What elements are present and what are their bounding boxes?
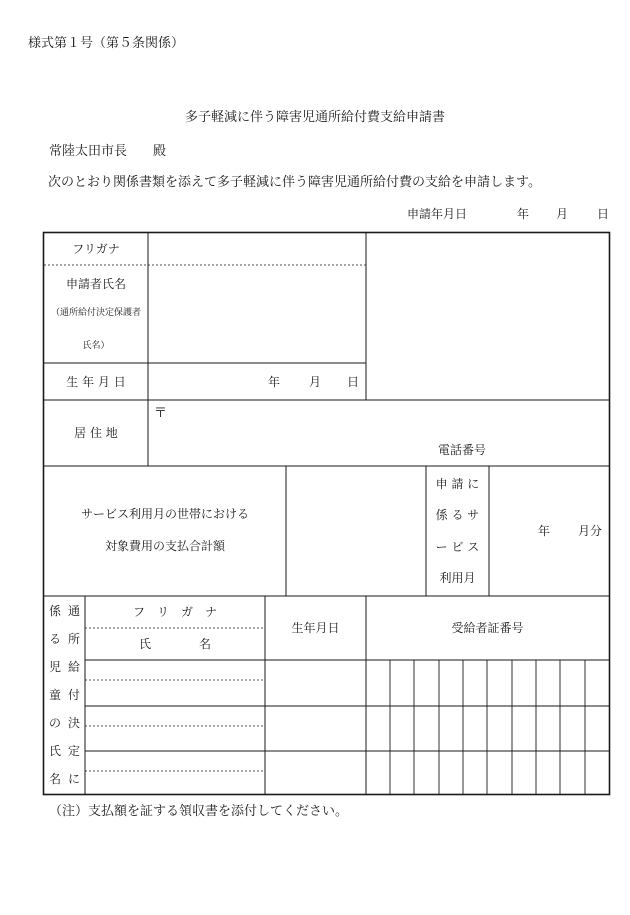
- service-month-suffix: 月分: [578, 524, 603, 538]
- child-1-furigana-field[interactable]: [85, 660, 265, 680]
- side-char: 童: [48, 688, 61, 702]
- child-1-birth-date-field[interactable]: [265, 660, 366, 706]
- applicant-photo-area: [366, 233, 609, 400]
- child-3-birth-date-field[interactable]: [265, 751, 366, 794]
- side-char: 定: [67, 744, 80, 758]
- side-char: 児: [48, 660, 61, 674]
- applicant-name-label: 申請者氏名: [65, 277, 126, 291]
- birth-date-field[interactable]: [148, 363, 366, 400]
- intro-text: 次のとおり関係書類を添えて多子軽減に伴う障害児通所給付費の支給を申請します。: [48, 175, 541, 190]
- birth-date-year: 年: [268, 375, 281, 389]
- side-char: 給: [67, 660, 80, 674]
- payment-total-label-line1: サービス利用月の世帯における: [80, 507, 249, 521]
- birth-date-label: 生 年 月 日: [66, 374, 126, 389]
- footer-note: （注）支払額を証する領収書を添付してください。: [49, 804, 349, 819]
- side-char: 付: [67, 688, 80, 702]
- service-month-label-line: 申 請 に: [435, 476, 480, 491]
- child-2-birth-date-field[interactable]: [265, 706, 366, 751]
- children-side-label-col2: [65, 597, 83, 793]
- service-month-label-line: 係 る サ: [435, 508, 480, 523]
- child-2-recipient-number-field[interactable]: [366, 706, 609, 751]
- payment-total-field[interactable]: [286, 466, 426, 596]
- side-char: の: [48, 716, 61, 730]
- side-char: に: [67, 772, 80, 786]
- child-2-furigana-field[interactable]: [85, 706, 265, 726]
- recipient-number-header: 受給者証番号: [451, 621, 524, 635]
- addressee: 常陸太田市長 殿: [49, 144, 167, 159]
- service-month-year: 年: [538, 524, 551, 538]
- side-char: 係: [48, 604, 61, 618]
- child-3-recipient-number-field[interactable]: [366, 751, 609, 794]
- address-label: 居 住 地: [74, 426, 118, 440]
- applicant-furigana-label: フリガナ: [72, 242, 120, 256]
- payment-total-label-line2: 対象費用の支払合計額: [104, 539, 225, 553]
- service-month-label-line: 利用月: [439, 571, 476, 586]
- side-char: 通: [67, 604, 80, 618]
- side-char: 名: [48, 772, 61, 786]
- side-char: 所: [67, 632, 80, 646]
- applicant-name-note-2: 氏名）: [82, 341, 110, 351]
- child-1-recipient-number-field[interactable]: [366, 660, 609, 706]
- child-2-name-field[interactable]: [85, 726, 265, 751]
- birth-date-day: 日: [347, 375, 360, 389]
- child-birth-date-header: 生年月日: [291, 621, 340, 635]
- payment-total-label-group: [44, 466, 286, 596]
- applicant-name-note-1: （通所給付決定保護者: [50, 308, 141, 318]
- service-month-label-line: ー ビ ス: [435, 539, 480, 554]
- child-name-header: 氏 名: [138, 637, 211, 651]
- child-3-furigana-field[interactable]: [85, 751, 265, 771]
- application-date-month: 月: [556, 207, 569, 221]
- child-1-name-field[interactable]: [85, 680, 265, 706]
- children-side-label-col1: [46, 597, 64, 793]
- form-title: 多子軽減に伴う障害児通所給付費支給申請書: [184, 110, 445, 125]
- application-date-label: 申請年月日: [407, 207, 468, 221]
- applicant-furigana-field[interactable]: [148, 233, 366, 265]
- postal-mark: 〒: [154, 406, 168, 421]
- form-number: 様式第１号（第５条関係）: [28, 36, 185, 51]
- application-date-day: 日: [597, 207, 610, 221]
- child-furigana-header: フ リ ガ ナ: [132, 605, 217, 619]
- applicant-name-field[interactable]: [148, 265, 366, 363]
- side-char: 決: [67, 716, 80, 730]
- child-3-name-field[interactable]: [85, 771, 265, 794]
- phone-label: 電話番号: [438, 443, 487, 457]
- side-char: 氏: [48, 744, 61, 758]
- applicant-name-label-group: [44, 265, 148, 363]
- side-char: る: [48, 632, 61, 646]
- service-month-label: [426, 468, 489, 594]
- address-field[interactable]: [148, 400, 609, 466]
- application-date-year: 年: [517, 207, 530, 221]
- birth-date-month: 月: [309, 375, 322, 389]
